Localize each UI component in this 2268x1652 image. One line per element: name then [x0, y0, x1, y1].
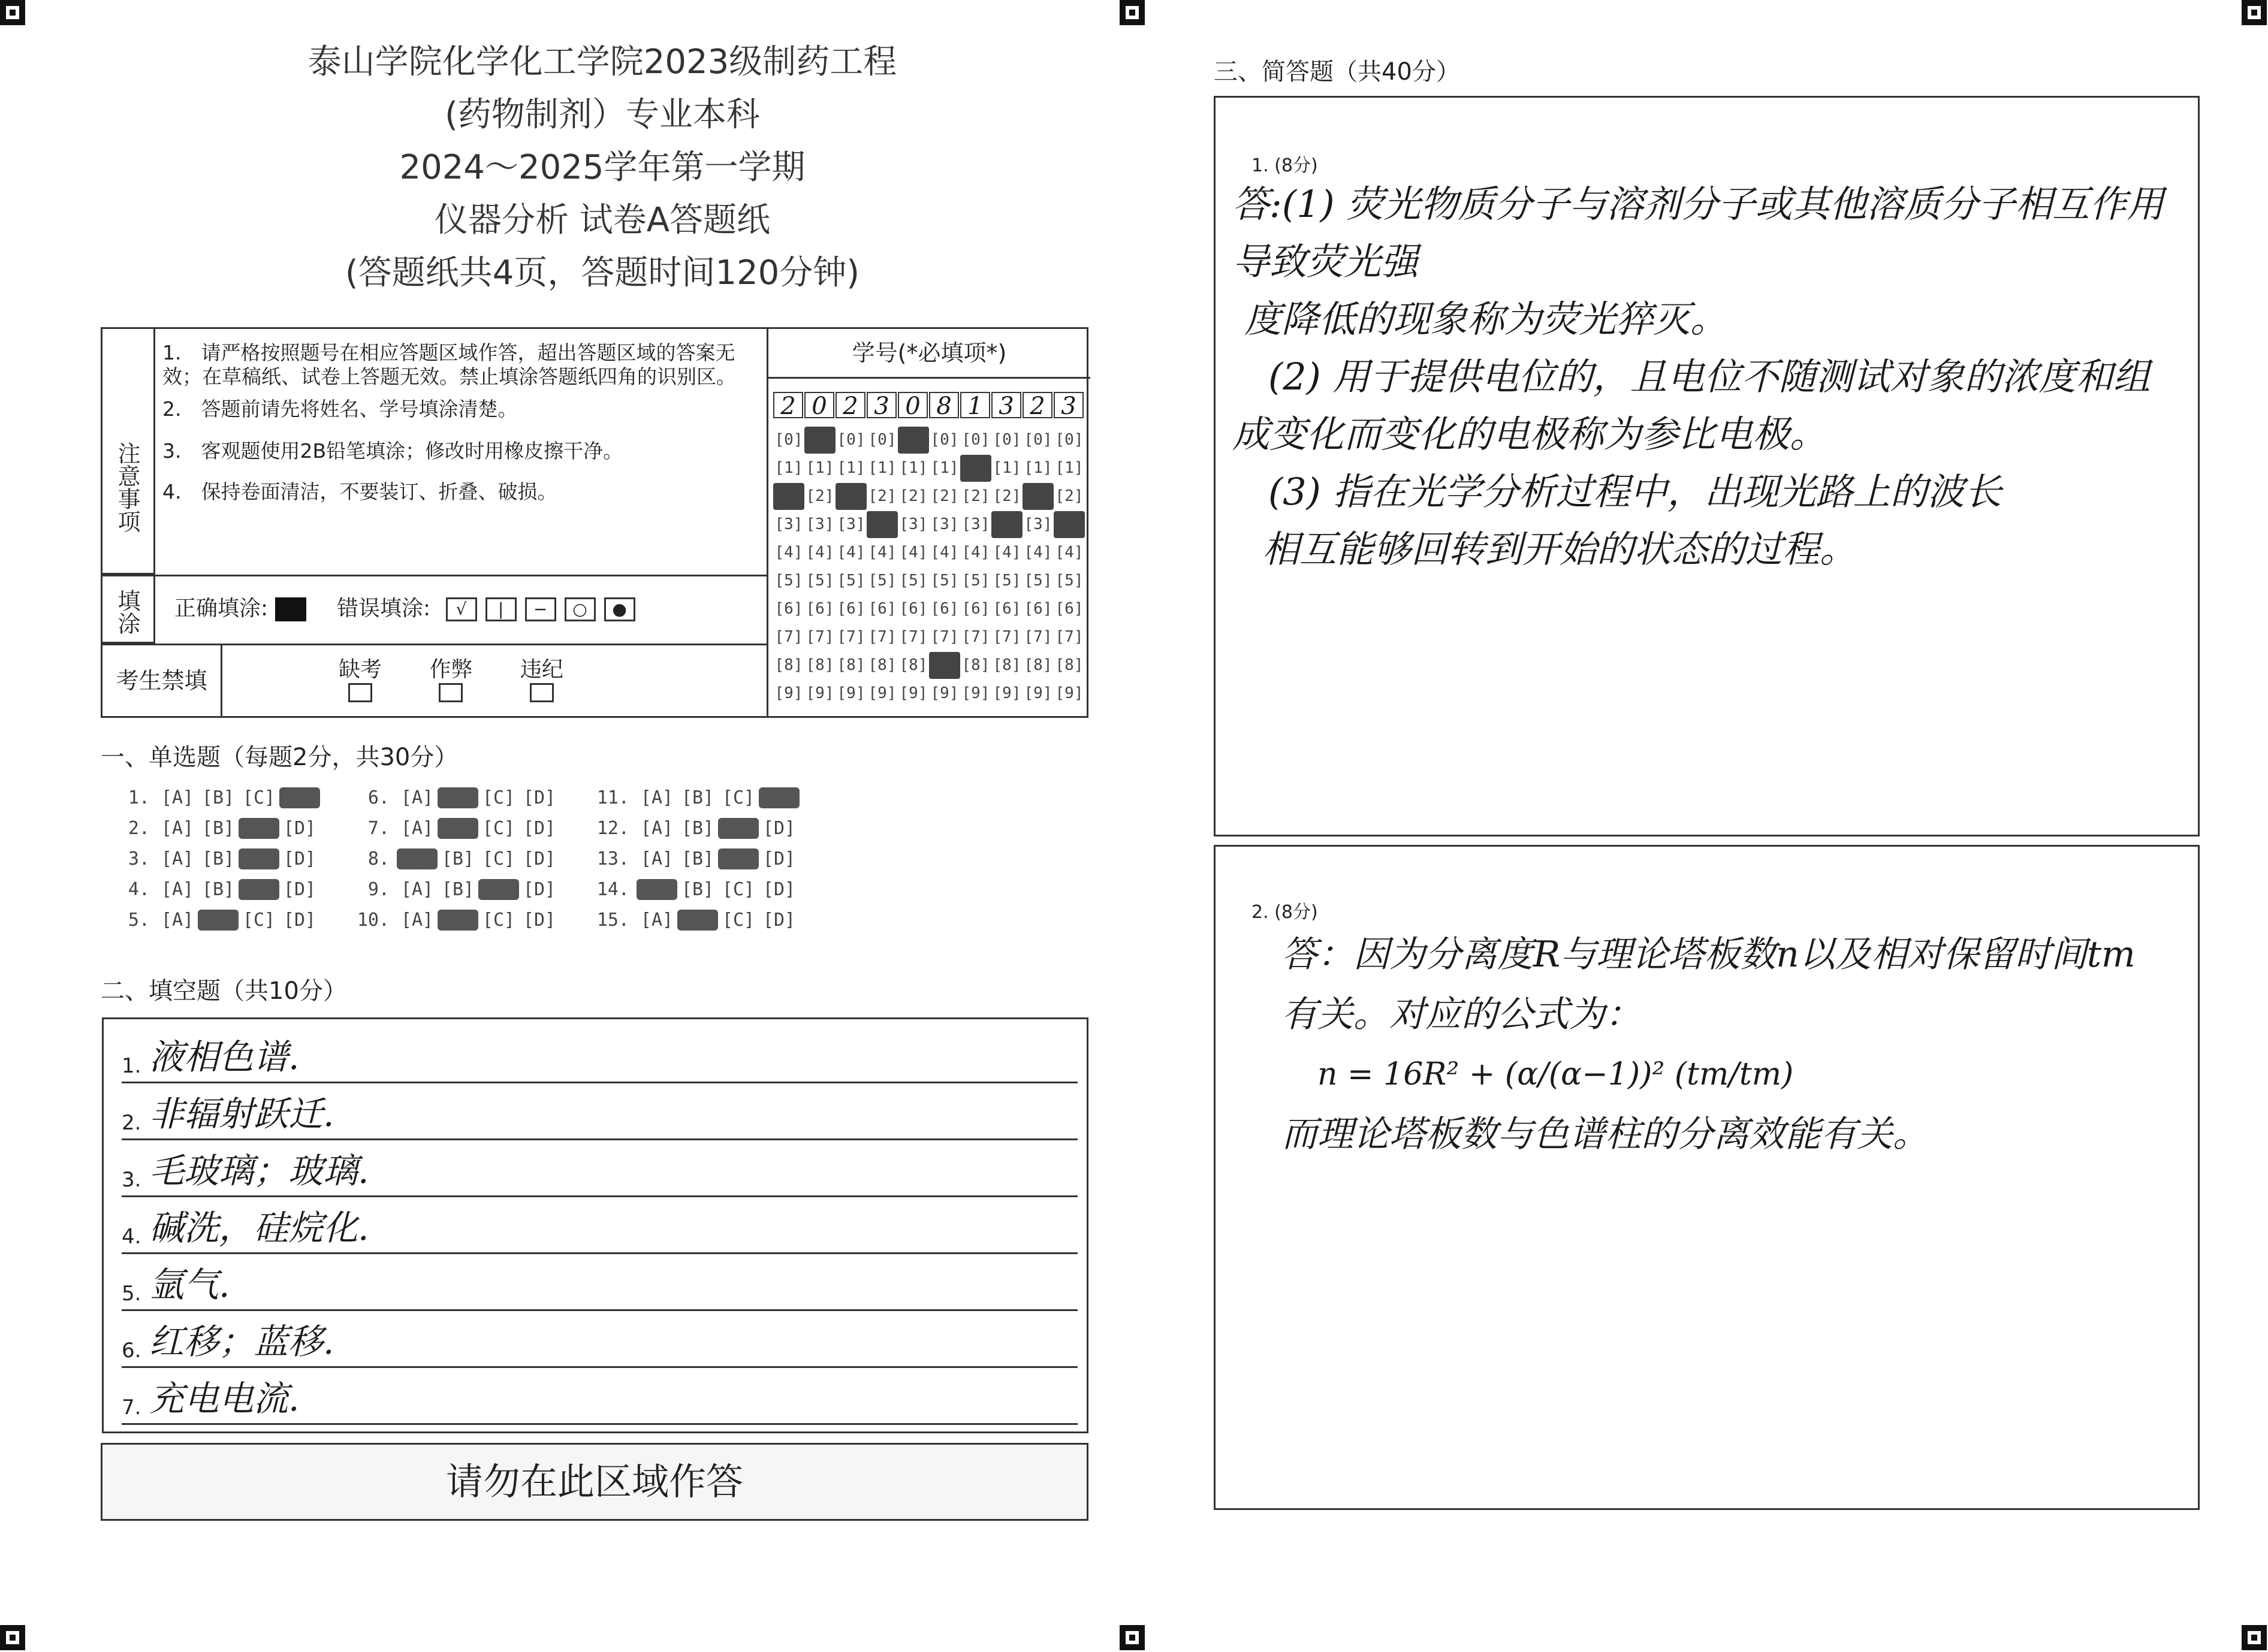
student-id-bubble[interactable]: [6]	[806, 600, 834, 618]
student-id-bubble[interactable]: [6]	[899, 600, 928, 618]
notice-list	[162, 341, 756, 504]
wrong-mark-circle: ○	[565, 597, 596, 621]
student-id-bubble[interactable]: [0]	[898, 427, 929, 454]
notice-item: 2. 答题前请先将姓名、学号填涂清楚。	[162, 397, 518, 421]
notice-item: 3. 客观题使用2B铅笔填涂；修改时用橡皮擦干净。	[162, 439, 623, 463]
student-id-digit: 3	[1054, 392, 1084, 418]
mc-option-bubble[interactable]: [C]	[482, 910, 515, 931]
mc-question-row	[348, 848, 560, 869]
student-id-bubble[interactable]: [4]	[899, 543, 928, 561]
student-id-bubble[interactable]: [3]	[837, 515, 865, 533]
mc-option-bubble[interactable]: [B]	[441, 879, 475, 900]
student-id-bubble-row	[773, 624, 1090, 652]
fill-blank-row[interactable]	[122, 1370, 1078, 1425]
mc-question-number: 15.	[596, 910, 629, 931]
no-answer-zone	[101, 1443, 1088, 1521]
student-id-bubble-row	[773, 483, 1090, 511]
mc-question-number: 7.	[367, 818, 390, 839]
mc-option-bubble[interactable]: [C]	[478, 879, 519, 900]
ban-cheat-label: 作弊	[429, 657, 473, 682]
student-id-bubble[interactable]: [0]	[774, 431, 803, 449]
mc-option-bubble[interactable]: [C]	[242, 910, 276, 931]
student-id-bubble[interactable]: [1]	[837, 459, 865, 477]
student-id-bubble[interactable]: [0]	[961, 431, 990, 449]
mc-option-bubble[interactable]: [C]	[722, 879, 755, 900]
mc-question-row	[348, 879, 560, 900]
mc-option-bubble[interactable]: [D]	[279, 787, 320, 808]
mc-option-bubble[interactable]: [C]	[239, 818, 279, 839]
mc-option-bubble[interactable]: [A]	[640, 848, 674, 869]
no-answer-zone-label: 请勿在此区域作答	[445, 1460, 743, 1503]
q1-line: 度降低的现象称为荧光猝灭。	[1244, 297, 1728, 341]
mc-option-bubble[interactable]: [B]	[438, 910, 478, 931]
student-id-bubble[interactable]: [3]	[1024, 515, 1052, 533]
student-id-digit: 2	[773, 392, 803, 418]
mc-question-row	[108, 910, 320, 931]
mc-question-number: 5.	[128, 910, 150, 931]
student-id-bubble[interactable]: [2]	[806, 487, 834, 505]
student-id-bubble[interactable]: [7]	[868, 628, 897, 646]
notice-item: 1. 请严格按照题号在相应答题区域作答，超出答题区域的答案无效；在草稿纸、试卷上答题无效。禁止填涂答题纸四角的识别区。	[162, 341, 736, 388]
mc-option-bubble[interactable]: [C]	[242, 787, 276, 808]
mc-question-row	[108, 787, 320, 808]
correct-fill-mark	[275, 597, 306, 621]
correct-fill-label: 正确填涂:	[174, 596, 269, 621]
student-id-bubble[interactable]: [4]	[868, 543, 897, 561]
fill-blank-box	[102, 1017, 1088, 1433]
q2-formula: n = 16R² + (α/(α−1))² (tm/tm)	[1317, 1056, 1794, 1092]
student-id-bubble[interactable]: [8]	[868, 656, 897, 674]
ban-violation	[500, 653, 584, 708]
student-id-bubble[interactable]: [7]	[774, 628, 803, 646]
section1-title: 一、单选题（每题2分，共30分）	[101, 744, 459, 771]
student-id-bubble[interactable]: [5]	[837, 572, 865, 590]
mc-question-number: 4.	[128, 879, 150, 900]
mc-option-bubble[interactable]: [A]	[640, 787, 674, 808]
student-id-bubble[interactable]: [4]	[837, 543, 865, 561]
q2-line: 答：因为分离度R与理论塔板数n以及相对保留时间tm	[1281, 934, 2136, 976]
mc-option-bubble[interactable]: [C]	[239, 879, 279, 900]
student-id-bubble[interactable]: [9]	[774, 684, 803, 702]
fill-blank-answer: 充电电流.	[149, 1378, 300, 1419]
student-id-bubble[interactable]: [7]	[806, 628, 834, 646]
mc-question-number: 6.	[367, 787, 390, 808]
student-id-bubble[interactable]: [4]	[961, 543, 990, 561]
student-id-bubble[interactable]: [1]	[806, 459, 834, 477]
fill-blank-answer: 毛玻璃；玻璃.	[149, 1150, 369, 1191]
student-id-bubble[interactable]: [3]	[867, 511, 898, 538]
mc-option-bubble[interactable]: [D]	[283, 910, 316, 931]
corner-mark-icon	[1120, 0, 1145, 25]
student-id-digit: 3	[867, 392, 897, 418]
section3-title: 三、简答题（共40分）	[1214, 58, 1460, 86]
wrong-mark-bar: |	[485, 597, 517, 621]
student-id-bubble[interactable]: [8]	[1055, 656, 1084, 674]
mc-question-row	[587, 910, 800, 931]
student-id-bubble[interactable]: [3]	[991, 511, 1023, 538]
wrong-mark-dot: ●	[604, 597, 635, 621]
q1-line: 成变化而变化的电极称为参比电极。	[1232, 412, 1827, 456]
student-id-bubble[interactable]: [9]	[899, 684, 928, 702]
student-id-bubble[interactable]: [9]	[837, 684, 865, 702]
ban-label: 考生禁填	[102, 644, 222, 718]
student-id-bubble[interactable]: [0]	[868, 431, 897, 449]
student-id-bubble[interactable]: [3]	[806, 515, 834, 533]
ban-violation-checkbox[interactable]	[530, 683, 554, 702]
student-id-bubble[interactable]: [8]	[837, 656, 865, 674]
student-id-bubble[interactable]: [1]	[774, 459, 803, 477]
student-id-bubble[interactable]: [2]	[1023, 483, 1054, 510]
student-id-bubble[interactable]: [7]	[1024, 628, 1052, 646]
student-id-bubble[interactable]: [5]	[961, 572, 990, 590]
student-id-bubble[interactable]: [2]	[993, 487, 1021, 505]
mc-option-bubble[interactable]: [A]	[397, 848, 438, 869]
mc-option-bubble[interactable]: [A]	[161, 879, 194, 900]
mc-option-bubble[interactable]: [A]	[161, 848, 194, 869]
student-id-digits	[773, 392, 1090, 421]
mc-option-bubble[interactable]: [B]	[201, 848, 235, 869]
mc-option-bubble[interactable]: [D]	[523, 848, 556, 869]
student-id-bubble[interactable]: [6]	[774, 600, 803, 618]
mc-option-bubble[interactable]: [D]	[523, 910, 556, 931]
q1-label: 1. (8分)	[1251, 155, 1318, 176]
student-id-bubble[interactable]: [6]	[1055, 600, 1084, 618]
mc-option-bubble[interactable]: [A]	[637, 879, 677, 900]
student-id-bubble[interactable]: [1]	[930, 459, 959, 477]
student-id-bubble[interactable]: [6]	[993, 600, 1021, 618]
mc-option-bubble[interactable]: [D]	[523, 818, 556, 839]
mc-option-bubble[interactable]: [D]	[283, 848, 316, 869]
mc-option-bubble[interactable]: [B]	[681, 879, 714, 900]
mc-question-row	[108, 848, 320, 869]
mc-question-row	[108, 818, 320, 839]
student-id-bubble[interactable]: [0]	[1024, 431, 1052, 449]
mc-option-bubble[interactable]: [C]	[482, 848, 515, 869]
student-id-bubble[interactable]: [5]	[806, 572, 834, 590]
short-answer-q1-box	[1214, 96, 2200, 836]
student-id-bubble[interactable]: [1]	[868, 459, 897, 477]
student-id-bubble[interactable]: [0]	[837, 431, 865, 449]
mc-option-bubble[interactable]: [A]	[161, 787, 194, 808]
mc-option-bubble[interactable]: [B]	[201, 787, 235, 808]
corner-mark-icon	[2242, 1625, 2267, 1650]
notice-label: 注意事项	[102, 329, 155, 575]
mc-question-row	[587, 787, 800, 808]
mc-option-bubble[interactable]: [D]	[762, 848, 796, 869]
student-id-bubble[interactable]: [2]	[773, 483, 804, 510]
student-id-bubble[interactable]: [5]	[899, 572, 928, 590]
header-line-4: 仪器分析 试卷A答题纸	[434, 201, 771, 240]
q2-line: 而理论塔板数与色谱柱的分离效能有关。	[1281, 1113, 1929, 1155]
mc-question-number: 14.	[596, 879, 629, 900]
header-line-5: (答题纸共4页，答题时间120分钟)	[345, 253, 860, 292]
student-id-bubble[interactable]: [3]	[774, 515, 803, 533]
corner-mark-icon	[0, 1625, 25, 1650]
mc-question-number: 10.	[357, 910, 390, 931]
mc-option-bubble[interactable]: [C]	[239, 848, 279, 869]
q2-line: 有关。对应的公式为：	[1281, 993, 1641, 1035]
student-id-bubble[interactable]: [6]	[837, 600, 865, 618]
student-id-panel	[767, 329, 1090, 718]
mc-option-bubble[interactable]: [D]	[523, 787, 556, 808]
fill-blank-row[interactable]	[122, 1029, 1078, 1083]
q1-line: 答:(1) 荧光物质分子与溶剂分子或其他溶质分子相互作用导致荧光强	[1232, 182, 2164, 283]
header-line-1: 泰山学院化学化工学院2023级制药工程	[307, 43, 897, 81]
student-id-bubble[interactable]: [4]	[806, 543, 834, 561]
header-line-3: 2024～2025学年第一学期	[399, 148, 806, 187]
student-id-digit: 0	[804, 392, 834, 418]
student-id-bubble[interactable]: [1]	[993, 459, 1021, 477]
q1-line: 相互能够回转到开始的状态的过程。	[1262, 527, 1857, 571]
info-panel	[101, 327, 1088, 718]
mc-option-bubble[interactable]: [B]	[681, 787, 714, 808]
mc-option-bubble[interactable]: [A]	[400, 787, 434, 808]
fill-blank-number: 6.	[122, 1339, 141, 1363]
ban-cheat-checkbox[interactable]	[439, 683, 463, 702]
q1-line: (3) 指在光学分析过程中，出现光路上的波长	[1268, 470, 2002, 514]
mc-option-bubble[interactable]: [C]	[722, 910, 755, 931]
student-id-bubble[interactable]: [6]	[868, 600, 897, 618]
mc-question-number: 9.	[367, 879, 390, 900]
mc-question-number: 11.	[596, 787, 629, 808]
mc-option-bubble[interactable]: [A]	[161, 910, 194, 931]
student-id-bubble[interactable]: [5]	[1024, 572, 1052, 590]
mc-question-number: 3.	[128, 848, 150, 869]
ban-options	[318, 653, 678, 708]
mc-question-row	[348, 818, 560, 839]
student-id-bubbles[interactable]	[773, 427, 1090, 708]
mc-option-bubble[interactable]: [B]	[201, 818, 235, 839]
student-id-bubble-row	[773, 567, 1090, 596]
mc-question-row	[587, 818, 800, 839]
ban-violation-label: 违纪	[520, 657, 563, 682]
student-id-bubble[interactable]: [3]	[899, 515, 928, 533]
q2-label: 2. (8分)	[1251, 902, 1318, 923]
mc-option-bubble[interactable]: [D]	[523, 879, 556, 900]
ban-cheat	[409, 653, 493, 708]
fill-blank-row[interactable]	[122, 1200, 1078, 1254]
mc-option-bubble[interactable]: [D]	[762, 879, 796, 900]
student-id-bubble[interactable]: [6]	[1024, 600, 1052, 618]
ban-absent	[318, 653, 402, 708]
student-id-bubble[interactable]: [1]	[899, 459, 928, 477]
student-id-bubble-row	[773, 652, 1090, 680]
mc-option-bubble[interactable]: [B]	[438, 818, 478, 839]
student-id-bubble[interactable]: [1]	[1055, 459, 1084, 477]
student-id-bubble[interactable]: [3]	[961, 515, 990, 533]
student-id-bubble[interactable]: [5]	[930, 572, 959, 590]
student-id-bubble[interactable]: [9]	[961, 684, 990, 702]
wrong-mark-dash: −	[525, 597, 556, 621]
student-id-bubble[interactable]: [9]	[993, 684, 1021, 702]
student-id-bubble[interactable]: [0]	[804, 427, 836, 454]
mc-option-bubble[interactable]: [C]	[722, 787, 755, 808]
student-id-bubble[interactable]: [0]	[930, 431, 959, 449]
student-id-bubble[interactable]: [5]	[868, 572, 897, 590]
corner-mark-icon	[1120, 1625, 1145, 1650]
student-id-bubble[interactable]: [7]	[961, 628, 990, 646]
ban-absent-checkbox[interactable]	[348, 683, 372, 702]
fill-blank-answer: 碱洗，硅烷化.	[149, 1207, 369, 1248]
fill-label: 填涂	[102, 575, 155, 644]
fill-blank-number: 5.	[122, 1282, 141, 1306]
student-id-bubble-row	[773, 427, 1090, 455]
mc-option-bubble[interactable]: [C]	[482, 818, 515, 839]
student-id-bubble[interactable]: [0]	[1055, 431, 1084, 449]
student-id-digit: 2	[836, 392, 865, 418]
student-id-bubble[interactable]: [8]	[961, 656, 990, 674]
short-answer-q2-box	[1214, 845, 2200, 1510]
mc-question-number: 13.	[596, 848, 629, 869]
student-id-digit: 8	[929, 392, 959, 418]
notice-item: 4. 保持卷面清洁，不要装订、折叠、破损。	[162, 480, 557, 503]
mc-question-row	[108, 879, 320, 900]
fill-blank-number: 3.	[122, 1168, 141, 1192]
student-id-bubble[interactable]: [2]	[961, 487, 990, 505]
mc-question-number: 1.	[128, 787, 150, 808]
student-id-bubble[interactable]: [4]	[930, 543, 959, 561]
student-id-bubble[interactable]: [4]	[993, 543, 1021, 561]
student-id-digit: 0	[898, 392, 928, 418]
student-id-bubble[interactable]: [2]	[930, 487, 959, 505]
student-id-bubble[interactable]: [0]	[993, 431, 1021, 449]
student-id-bubble-row	[773, 596, 1090, 624]
student-id-bubble[interactable]: [9]	[930, 684, 959, 702]
wrong-mark-check: √	[446, 597, 477, 621]
student-id-bubble[interactable]: [5]	[1055, 572, 1084, 590]
student-id-bubble[interactable]: [5]	[774, 572, 803, 590]
student-id-bubble[interactable]: [7]	[930, 628, 959, 646]
mc-option-bubble[interactable]: [A]	[400, 910, 434, 931]
mc-option-bubble[interactable]: [A]	[161, 818, 194, 839]
student-id-bubble[interactable]: [5]	[993, 572, 1021, 590]
student-id-bubble[interactable]: [8]	[1024, 656, 1052, 674]
section2-title: 二、填空题（共10分）	[101, 977, 347, 1005]
student-id-bubble[interactable]: [9]	[868, 684, 897, 702]
student-id-bubble[interactable]: [8]	[993, 656, 1021, 674]
student-id-bubble[interactable]: [7]	[899, 628, 928, 646]
corner-mark-icon	[0, 0, 25, 25]
student-id-bubble[interactable]: [2]	[899, 487, 928, 505]
student-id-bubble[interactable]: [7]	[837, 628, 865, 646]
fill-blank-row[interactable]	[122, 1086, 1078, 1140]
mc-option-bubble[interactable]: [B]	[681, 818, 714, 839]
fill-blank-number: 1.	[122, 1054, 141, 1078]
student-id-bubble[interactable]: [4]	[774, 543, 803, 561]
fill-blank-row[interactable]	[122, 1257, 1078, 1311]
student-id-digit: 2	[1023, 392, 1052, 418]
student-id-bubble[interactable]: [3]	[1054, 511, 1085, 538]
wrong-fill-label: 错误填涂:	[337, 596, 431, 621]
student-id-bubble[interactable]: [6]	[961, 600, 990, 618]
mc-option-bubble[interactable]: [B]	[677, 910, 718, 931]
fill-blank-answer: 非辐射跃迁.	[149, 1094, 334, 1134]
mc-option-bubble[interactable]: [D]	[283, 879, 316, 900]
student-id-digit: 3	[991, 392, 1021, 418]
student-id-bubble[interactable]: [2]	[1055, 487, 1084, 505]
student-id-title: 学号(*必填项*)	[768, 329, 1090, 379]
student-id-bubble[interactable]: [1]	[960, 455, 991, 482]
mc-question-row	[348, 787, 560, 808]
q1-answer	[1232, 176, 2191, 578]
student-id-bubble[interactable]: [8]	[774, 656, 803, 674]
fill-blank-row[interactable]	[122, 1143, 1078, 1197]
q2-answer	[1281, 925, 2180, 1164]
student-id-bubble[interactable]: [9]	[806, 684, 834, 702]
mc-option-bubble[interactable]: [D]	[759, 787, 800, 808]
student-id-bubble[interactable]: [9]	[1024, 684, 1052, 702]
fill-blank-row[interactable]	[122, 1313, 1078, 1368]
student-id-bubble[interactable]: [2]	[868, 487, 897, 505]
student-id-bubble-row	[773, 539, 1090, 567]
mc-option-bubble[interactable]: [B]	[681, 848, 714, 869]
mc-option-bubble[interactable]: [A]	[640, 818, 674, 839]
fill-blank-number: 4.	[122, 1225, 141, 1249]
mc-question-number: 12.	[596, 818, 629, 839]
mc-option-bubble[interactable]: [D]	[283, 818, 316, 839]
student-id-bubble-row	[773, 455, 1090, 483]
ban-absent-label: 缺考	[338, 657, 382, 682]
mc-option-bubble[interactable]: [A]	[400, 818, 434, 839]
student-id-bubble[interactable]: [7]	[993, 628, 1021, 646]
fill-blank-answer: 液相色谱.	[149, 1037, 300, 1077]
mc-question-row	[587, 879, 800, 900]
student-id-bubble[interactable]: [4]	[1024, 543, 1052, 561]
student-id-bubble-row	[773, 511, 1090, 539]
student-id-bubble[interactable]: [7]	[1055, 628, 1084, 646]
mc-option-bubble[interactable]: [C]	[482, 787, 515, 808]
mc-option-bubble[interactable]: [A]	[400, 879, 434, 900]
page-header	[102, 36, 1103, 300]
mc-option-bubble[interactable]: [B]	[441, 848, 475, 869]
mc-option-bubble[interactable]: [B]	[201, 879, 235, 900]
student-id-digit: 1	[960, 392, 990, 418]
mc-question-row	[348, 910, 560, 931]
mc-option-bubble[interactable]: [D]	[762, 818, 796, 839]
mc-option-bubble[interactable]: [B]	[438, 787, 478, 808]
mc-option-bubble[interactable]: [C]	[718, 818, 759, 839]
mc-option-bubble[interactable]: [D]	[762, 910, 796, 931]
corner-mark-icon	[2242, 0, 2267, 25]
student-id-bubble[interactable]: [1]	[1024, 459, 1052, 477]
mc-question-row	[587, 848, 800, 869]
student-id-bubble-row	[773, 680, 1090, 708]
mc-option-bubble[interactable]: [A]	[640, 910, 674, 931]
student-id-bubble[interactable]: [3]	[930, 515, 959, 533]
header-line-2: (药物制剂）专业本科	[445, 95, 760, 134]
fill-blank-number: 7.	[122, 1396, 141, 1420]
mc-question-number: 2.	[128, 818, 150, 839]
fill-blank-answer: 氩气.	[149, 1264, 230, 1305]
fill-blank-answer: 红移；蓝移.	[149, 1321, 334, 1362]
student-id-bubble[interactable]: [8]	[806, 656, 834, 674]
student-id-bubble[interactable]: [8]	[929, 652, 960, 679]
mc-option-bubble[interactable]: [B]	[198, 910, 239, 931]
mc-option-bubble[interactable]: [C]	[718, 848, 759, 869]
student-id-bubble[interactable]: [2]	[836, 483, 867, 510]
student-id-bubble[interactable]: [4]	[1055, 543, 1084, 561]
q1-line: (2) 用于提供电位的，且电位不随测试对象的浓度和组	[1268, 355, 2151, 398]
student-id-bubble[interactable]: [8]	[899, 656, 928, 674]
mc-question-number: 8.	[367, 848, 390, 869]
student-id-bubble[interactable]: [6]	[930, 600, 959, 618]
fill-blank-number: 2.	[122, 1111, 141, 1135]
fill-example-row	[174, 591, 750, 622]
student-id-bubble[interactable]: [9]	[1055, 684, 1084, 702]
